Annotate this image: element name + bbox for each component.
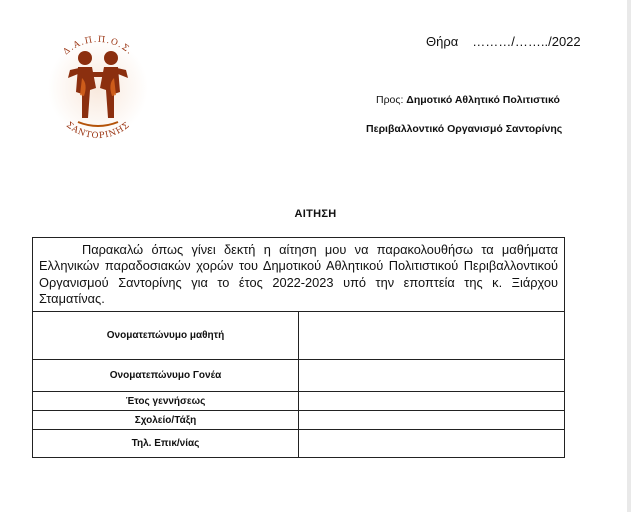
date-place: Θήρα: [426, 34, 459, 49]
form-row-school-class: [33, 411, 565, 430]
intro-paragraph: [33, 238, 565, 312]
field-label-student-name: Ονοματεπώνυμο μαθητή: [33, 312, 299, 360]
field-value-school-class[interactable]: [299, 411, 565, 430]
application-form-table: [32, 237, 565, 458]
form-row-phone: [33, 430, 565, 458]
recipient-org-line-2: Περιβαλλοντικό Οργανισμό Σαντορίνης: [366, 123, 563, 135]
field-value-phone[interactable]: [299, 430, 565, 458]
logo-top-text: Δ.Α.Π.Π.Ο.Σ.: [61, 34, 135, 58]
form-row-birth-year: [33, 392, 565, 411]
field-label-parent-name: Ονοματεπώνυμο Γονέα: [33, 360, 299, 392]
field-value-parent-name[interactable]: [299, 360, 565, 392]
recipient-org-line-1: Δημοτικό Αθλητικό Πολιτιστικό: [406, 94, 560, 106]
logo-bottom-text: ΣΑΝΤΟΡΙΝΗΣ: [63, 120, 133, 142]
field-value-student-name[interactable]: [299, 312, 565, 360]
form-row-student-name: [33, 312, 565, 360]
field-label-phone: Τηλ. Επικ/νίας: [33, 430, 299, 458]
field-value-birth-year[interactable]: [299, 392, 565, 411]
recipient-line-1: [376, 94, 560, 106]
document-title: ΑΙΤΗΣΗ: [294, 208, 337, 220]
organization-logo: [30, 18, 166, 154]
page-edge-shadow: [627, 0, 631, 512]
date-placeholder: ………/……../2022: [472, 34, 581, 49]
form-row-parent-name: [33, 360, 565, 392]
date-line: [426, 34, 581, 49]
recipient-prefix: Προς:: [376, 94, 404, 106]
field-label-school-class: Σχολείο/Τάξη: [33, 411, 299, 430]
intro-text: Παρακαλώ όπως γίνει δεκτή η αίτηση μου να παρακολουθήσω τα μαθήματα Ελληνικών παραδοσιακών χορών του Δημοτικού Αθλητικού Πολιτιστικού Περιβαλλοντικού Οργανισμού Σαντορίνης για το έτος 2022-2023 υπό την εποπτεία της κ. Ξιάρχου Σταματίνας.: [39, 241, 558, 306]
field-label-birth-year: Έτος γεννήσεως: [33, 392, 299, 411]
